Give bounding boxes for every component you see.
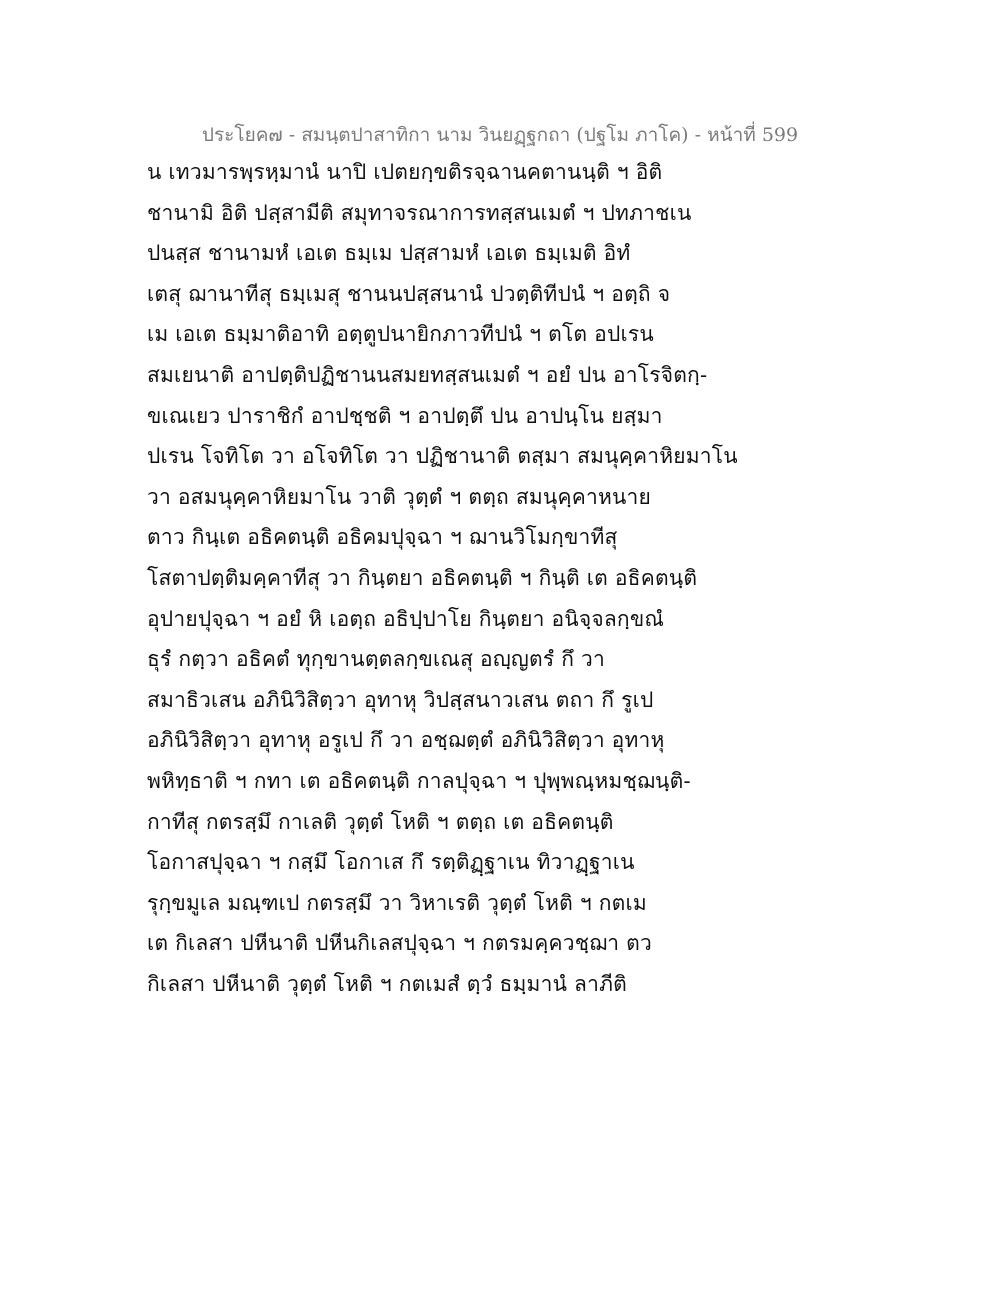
text-line: ขเณเยว ปาราชิกํ อาปชฺชติ ฯ อาปตฺตึ ปน อาปนฺโน ยสฺมา xyxy=(147,403,663,428)
text-line: ปนสฺส ชานามหํ เอเต ธมฺเม ปสฺสามหํ เอเต ธมฺเมติ อิทํ xyxy=(147,241,631,266)
text-line: สมเยนาติ อาปตฺติปฏิชานนสมยทสฺสนเมตํ ฯ อยํ ปน อาโรจิตกฺ- xyxy=(147,362,708,387)
text-line: วา อสมนุคฺคาหิยมาโน วาติ วุตฺตํ ฯ ตตฺถ สมนุคฺคาหนาย xyxy=(147,484,652,509)
text-line: เตสุ ฌานาทีสุ ธมฺเมสุ ชานนปสฺสนานํ ปวตฺติทีปนํ ฯ อตฺถิ จ xyxy=(147,281,671,306)
text-line: เต กิเลสา ปหีนาติ ปหีนกิเลสปุจฺฉา ฯ กตรมคฺควชฺฌา ตว xyxy=(147,931,653,956)
text-line: รุกฺขมูเล มณฺฑเป กตรสฺมึ วา วิหาเรติ วุตฺตํ โหติ ฯ กตเม xyxy=(147,890,647,915)
text-line: สมาธิวเสน อภินิวิสิตฺวา อุทาหุ วิปสฺสนาวเสน ตถา กึ รูเป xyxy=(147,687,654,712)
text-line: พหิทฺธาติ ฯ กทา เต อธิคตนฺติ กาลปุจฺฉา ฯ ปุพฺพณฺหมชฺฌนฺติ- xyxy=(147,768,691,793)
text-line: น เทวมารพฺรหฺมานํ นาปิ เปตยกฺขติรจฺฉานคตานนฺติ ฯ อิติ xyxy=(147,160,663,184)
text-line: อภินิวิสิตฺวา อุทาหุ อรูเป กึ วา อชฺฌตฺตํ อภินิวิสิตฺวา อุทาหุ xyxy=(147,728,665,753)
text-line: เม เอเต ธมฺมาติอาทิ อตฺตูปนายิกภาวทีปนํ ฯ ตโต อปเรน xyxy=(147,322,654,347)
body-text xyxy=(147,152,738,1004)
text-line: ตาว กินฺเต อธิคตนฺติ อธิคมปุจฺฉา ฯ ฌานวิโมกฺขาทีสุ xyxy=(147,525,618,550)
running-header: ประโยค๗ - สมนฺตปาสาทิกา นาม วินยฏฺฐกถา (ปฐโม ภาโค) - หน้าที่ 599 xyxy=(201,124,799,146)
text-line: โอกาสปุจฺฉา ฯ กสฺมึ โอกาเส กึ รตฺติฏฺฐาเน ทิวาฏฺฐาเน xyxy=(147,850,635,875)
text-line: โสตาปตฺติมคฺคาทีสุ วา กินฺตยา อธิคตนฺติ ฯ กินฺติ เต อธิคตนฺติ xyxy=(147,565,698,590)
text-line: ธุรํ กตฺวา อธิคตํ ทุกฺขานตฺตลกฺขเณสุ อญฺญตรํ กึ วา xyxy=(147,647,605,672)
text-line: กิเลสา ปหีนาติ วุตฺตํ โหติ ฯ กตเมสํ ตฺวํ ธมฺมานํ ลาภีติ xyxy=(147,971,627,996)
text-line: อุปายปุจฺฉา ฯ อยํ หิ เอตฺถ อธิปฺปาโย กินฺตยา อนิจฺจลกฺขณํ xyxy=(147,606,665,631)
text-line: ชานามิ อิติ ปสฺสามีติ สมุทาจรณาการทสฺสนเมตํ ฯ ปทภาชเน xyxy=(147,200,692,225)
text-line: กาทีสุ กตรสฺมึ กาเลติ วุตฺตํ โหติ ฯ ตตฺถ เต อธิคตนฺติ xyxy=(147,809,614,834)
text-line: ปเรน โจทิโต วา อโจทิโต วา ปฏิชานาติ ตสฺมา สมนุคฺคาหิยมาโน xyxy=(147,444,738,469)
